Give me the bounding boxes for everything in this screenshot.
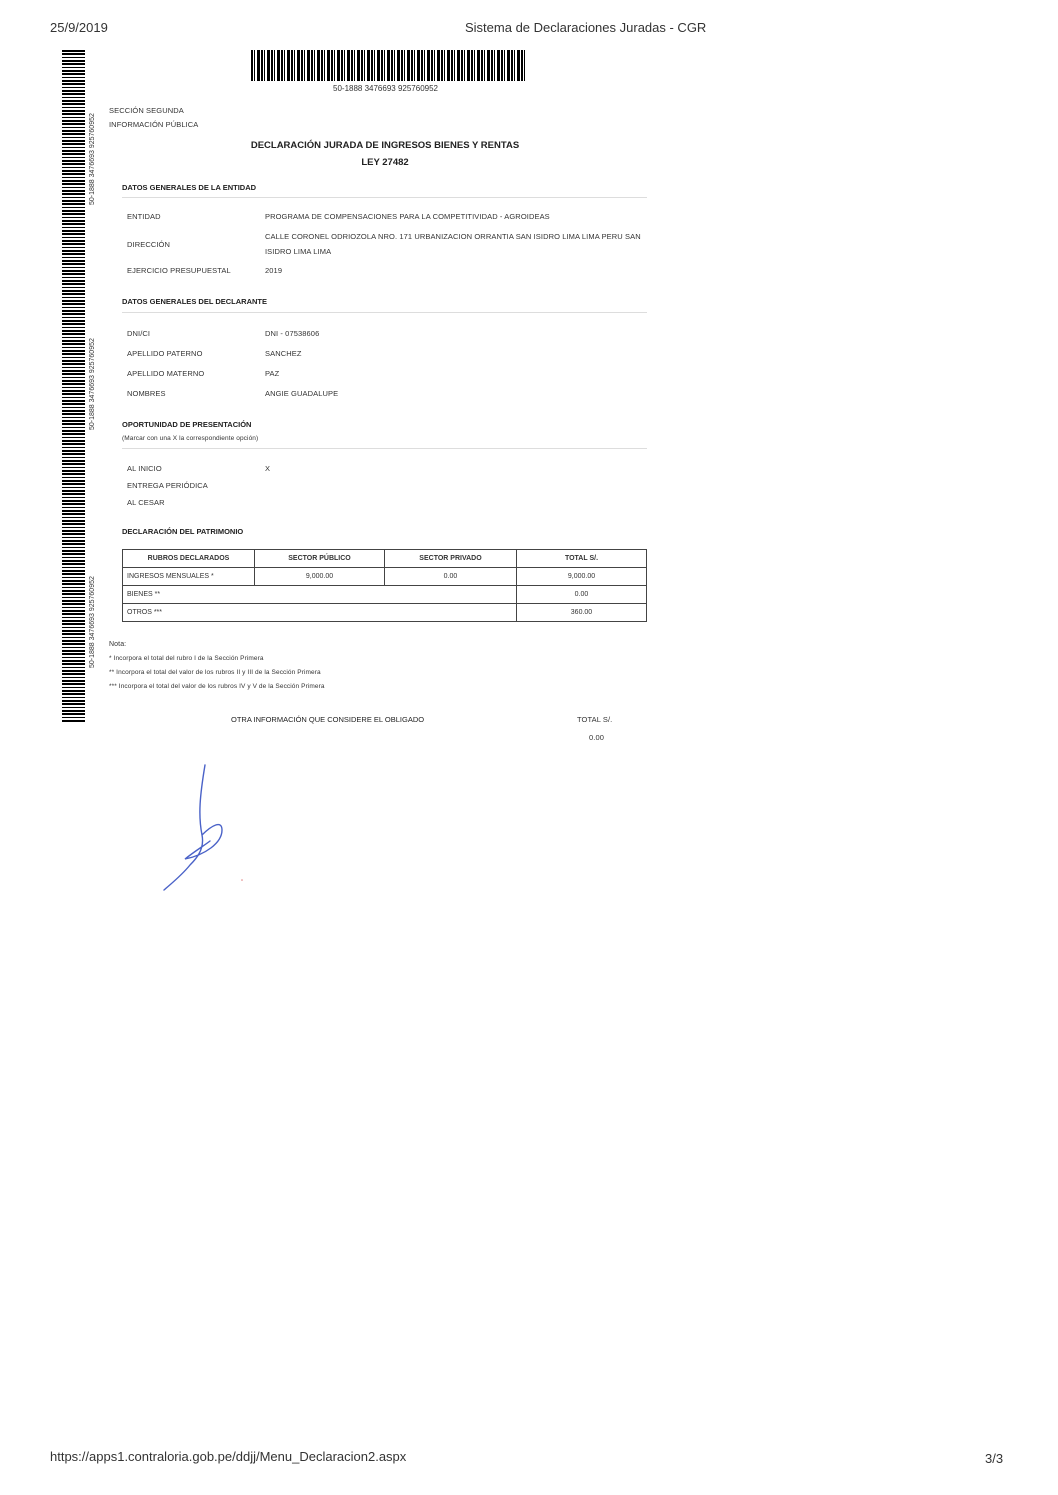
- side-barcode: [62, 50, 85, 723]
- notes-heading: Nota:: [109, 641, 127, 648]
- doc-title: DECLARACIÓN JURADA DE INGRESOS BIENES Y RENTAS: [250, 140, 520, 151]
- footer-url: https://apps1.contraloria.gob.pe/ddjj/Menu_Declaracion2.aspx: [50, 1449, 407, 1464]
- dni-label: DNI/CI: [127, 329, 151, 338]
- inicio-label: AL INICIO: [127, 464, 162, 473]
- otra-info-total-value: 0.00: [589, 733, 604, 742]
- patrimonio-heading: DECLARACIÓN DEL PATRIMONIO: [122, 527, 244, 536]
- bienes-total: 0.00: [516, 586, 646, 604]
- oportunidad-heading: OPORTUNIDAD DE PRESENTACIÓN: [122, 420, 252, 429]
- ingresos-privado: 0.00: [384, 568, 516, 586]
- side-barcode-number-1: 50-1888 3476693 925760952: [89, 113, 96, 205]
- table-row: [123, 568, 647, 586]
- col-privado: SECTOR PRIVADO: [384, 550, 516, 568]
- ingresos-publico: 9,000.00: [255, 568, 385, 586]
- entidad-label: ENTIDAD: [127, 212, 161, 221]
- materno-label: APELLIDO MATERNO: [127, 369, 205, 378]
- section-line-2: INFORMACIÓN PÚBLICA: [109, 120, 199, 129]
- top-barcode-number: 50-1888 3476693 925760952: [333, 84, 438, 93]
- materno-value: PAZ: [265, 369, 280, 378]
- cesar-label: AL CESAR: [127, 498, 165, 507]
- otros-label: OTROS ***: [123, 604, 517, 622]
- print-date: 25/9/2019: [50, 20, 108, 35]
- otra-info-total-label: TOTAL S/.: [577, 715, 613, 724]
- direccion-label: DIRECCIÓN: [127, 240, 170, 249]
- paterno-value: SANCHEZ: [265, 349, 302, 358]
- side-barcode-number-3: 50-1888 3476693 925760952: [89, 576, 96, 668]
- note-2: ** Incorpora el total del valor de los rubros II y III de la Sección Primera: [109, 669, 321, 676]
- dni-value: DNI - 07538606: [265, 329, 320, 338]
- col-publico: SECTOR PÚBLICO: [255, 550, 385, 568]
- page-count: 3/3: [985, 1451, 1004, 1466]
- paterno-label: APELLIDO PATERNO: [127, 349, 203, 358]
- signature-image: [150, 755, 260, 900]
- declarant-heading: DATOS GENERALES DEL DECLARANTE: [122, 297, 268, 306]
- oportunidad-rule: [122, 448, 647, 449]
- periodica-label: ENTREGA PERIÓDICA: [127, 481, 208, 490]
- direccion-value-1: CALLE CORONEL ODRIOZOLA NRO. 171 URBANIZACION ORRANTIA SAN ISIDRO LIMA LIMA PERU SAN: [265, 232, 641, 241]
- top-barcode: [251, 50, 525, 81]
- nombres-label: NOMBRES: [127, 389, 166, 398]
- ingresos-total: 9,000.00: [516, 568, 646, 586]
- site-title: Sistema de Declaraciones Juradas - CGR: [465, 20, 707, 35]
- entity-heading: DATOS GENERALES DE LA ENTIDAD: [122, 183, 257, 192]
- note-1: * Incorpora el total del rubro I de la Sección Primera: [109, 655, 264, 662]
- otros-total: 360.00: [516, 604, 646, 622]
- side-barcode-number-2: 50-1888 3476693 925760952: [89, 338, 96, 430]
- ejercicio-value: 2019: [265, 266, 283, 275]
- entity-rule: [122, 197, 647, 198]
- entidad-value: PROGRAMA DE COMPENSACIONES PARA LA COMPETITIVIDAD - AGROIDEAS: [265, 212, 550, 221]
- table-header-row: [123, 550, 647, 568]
- ejercicio-label: EJERCICIO PRESUPUESTAL: [127, 266, 231, 275]
- patrimonio-table: [122, 549, 647, 622]
- col-rubros: RUBROS DECLARADOS: [123, 550, 255, 568]
- nombres-value: ANGIE GUADALUPE: [265, 389, 339, 398]
- table-row: [123, 586, 647, 604]
- table-row: [123, 604, 647, 622]
- bienes-label: BIENES **: [123, 586, 517, 604]
- direccion-value-2: ISIDRO LIMA LIMA: [265, 247, 332, 256]
- inicio-mark: X: [265, 464, 271, 473]
- col-total: TOTAL S/.: [516, 550, 646, 568]
- declarant-rule: [122, 312, 647, 313]
- note-3: *** Incorpora el total del valor de los rubros IV y V de la Sección Primera: [109, 683, 325, 690]
- ingresos-label: INGRESOS MENSUALES *: [123, 568, 255, 586]
- oportunidad-instruction: (Marcar con una X la correspondiente opción): [122, 435, 259, 442]
- doc-law: LEY 27482: [361, 157, 409, 168]
- section-line-1: SECCIÓN SEGUNDA: [109, 106, 184, 115]
- otra-info-label: OTRA INFORMACIÓN QUE CONSIDERE EL OBLIGADO: [231, 715, 425, 724]
